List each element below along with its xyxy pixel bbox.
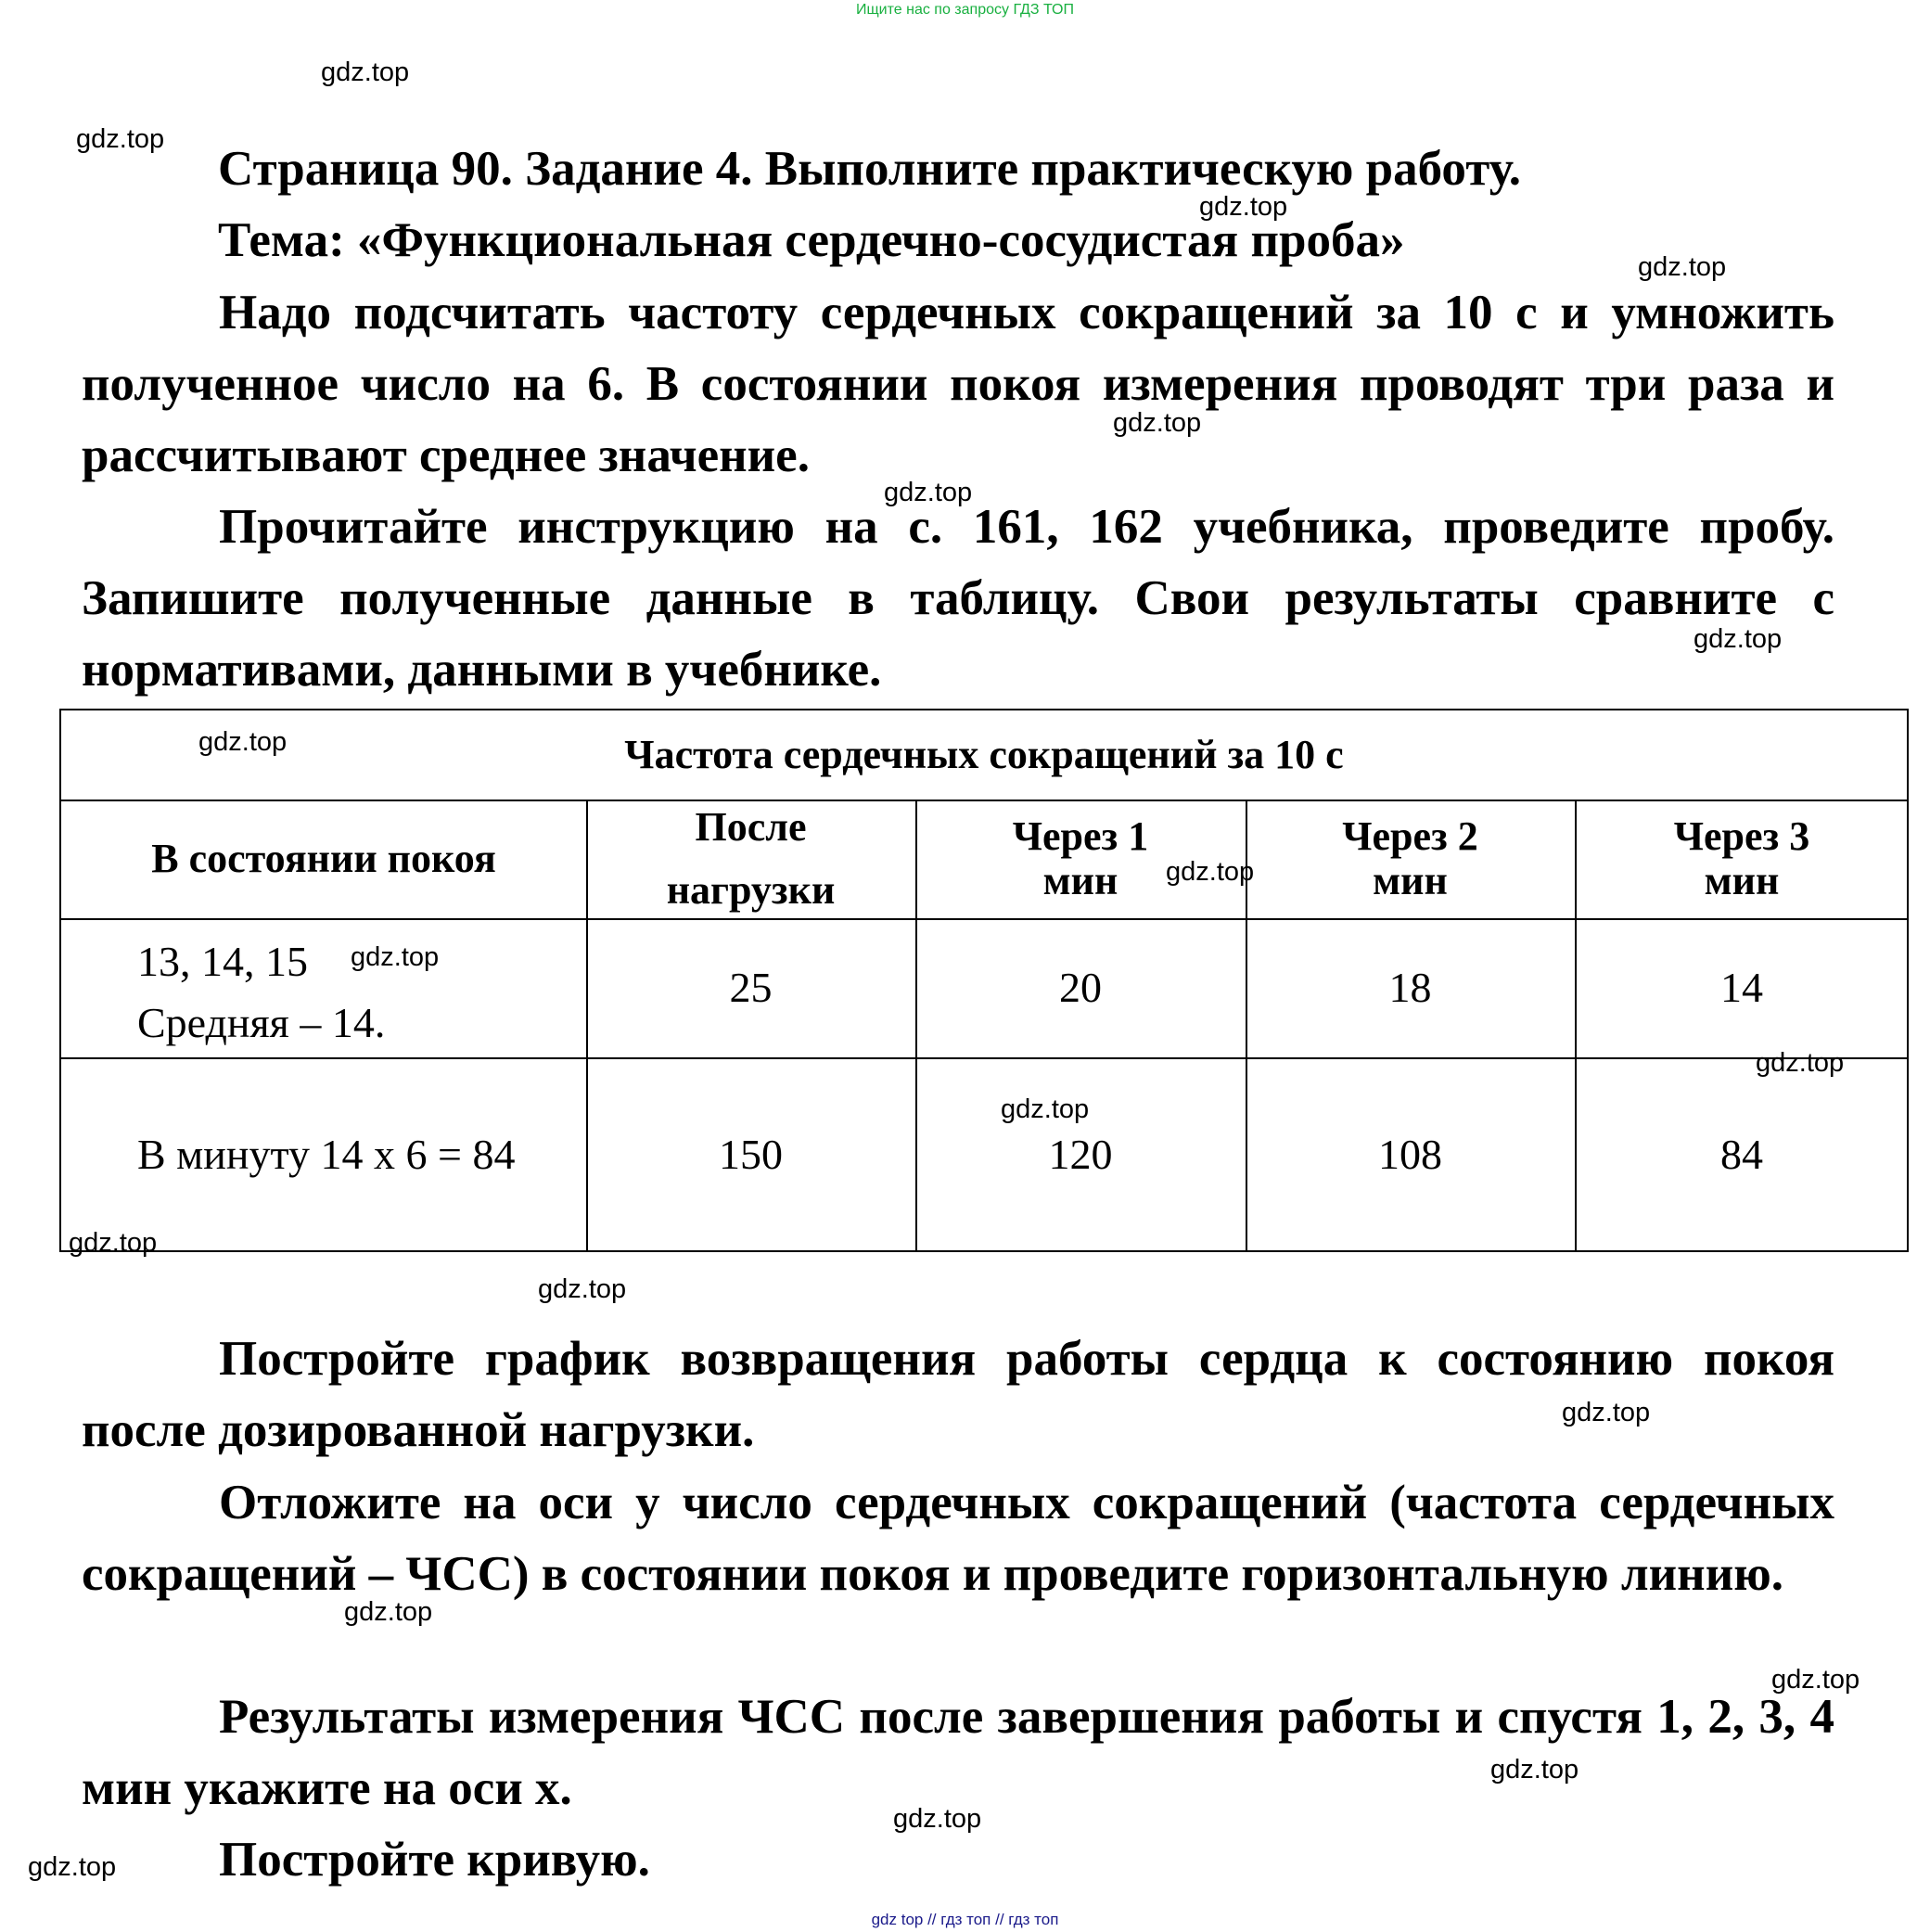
- row1-2-min: 18: [1388, 964, 1432, 1011]
- paragraph-6: Постройте кривую.: [219, 1833, 650, 1887]
- watermark: gdz.top: [884, 478, 973, 507]
- watermark: gdz.top: [1001, 1094, 1090, 1124]
- watermark: gdz.top: [1638, 252, 1727, 282]
- watermark: gdz.top: [69, 1228, 158, 1258]
- watermark: gdz.top: [76, 124, 165, 154]
- watermark: gdz.top: [1113, 408, 1202, 438]
- watermark: gdz.top: [344, 1597, 433, 1627]
- row2-2-min: 108: [1378, 1131, 1442, 1178]
- watermark: gdz.top: [538, 1274, 627, 1304]
- bottom-banner[interactable]: gdz top // гдз топ // гдз топ: [871, 1911, 1059, 1928]
- row2-after-load: 150: [719, 1131, 783, 1178]
- row1-rest: 13, 14, 15 Средняя – 14.: [137, 938, 386, 1046]
- watermark: gdz.top: [28, 1852, 117, 1882]
- paragraph-4: Отложите на оси у число сердечных сокращений (частота сердечных сокращений – ЧСС) в состоянии покоя и проведите горизонтальную линию.: [82, 1476, 1834, 1601]
- row2-1-min: 120: [1048, 1131, 1113, 1178]
- watermark: gdz.top: [1756, 1048, 1845, 1078]
- row2-3-min: 84: [1720, 1131, 1763, 1178]
- header-1-min: Через 1 мин: [1012, 813, 1149, 903]
- watermark: gdz.top: [1562, 1398, 1651, 1427]
- paragraph-1: Надо подсчитать частоту сердечных сокращений за 10 с и умножить полученное число на 6. В состоянии покоя измерения проводят три раза и рассчитывают среднее значение.: [82, 286, 1834, 482]
- page-title: Страница 90. Задание 4. Выполните практическую работу.: [218, 142, 1522, 196]
- watermark: gdz.top: [893, 1804, 982, 1834]
- header-rest: В состоянии покоя: [151, 836, 496, 881]
- header-after-load: После нагрузки: [666, 804, 836, 913]
- row1-1-min: 20: [1059, 964, 1102, 1011]
- watermark: gdz.top: [198, 727, 288, 757]
- watermark: gdz.top: [351, 942, 440, 972]
- paragraph-5: Результаты измерения ЧСС после завершения работы и спустя 1, 2, 3, 4 мин укажите на оси х.: [82, 1690, 1834, 1815]
- table-title: Частота сердечных сокращений за 10 с: [624, 732, 1344, 777]
- watermark: gdz.top: [1771, 1665, 1860, 1695]
- topic-title: Тема: «Функциональная сердечно-сосудистая проба»: [218, 213, 1405, 267]
- watermark: gdz.top: [1490, 1755, 1579, 1785]
- row1-3-min: 14: [1720, 964, 1763, 1011]
- heart-rate-table: [59, 709, 1909, 1252]
- watermark: gdz.top: [1199, 192, 1288, 222]
- paragraph-3: Постройте график возвращения работы сердца к состоянию покоя после дозированной нагрузки.: [82, 1332, 1834, 1457]
- watermark: gdz.top: [321, 58, 410, 87]
- header-3-min: Через 3 мин: [1673, 813, 1810, 903]
- paragraph-2: Прочитайте инструкцию на с. 161, 162 учебника, проведите пробу. Запишите полученные данные в таблицу. Свои результаты сравните с нормативами, данными в учебнике.: [82, 500, 1834, 697]
- watermark: gdz.top: [1166, 857, 1255, 887]
- row1-after-load: 25: [729, 964, 773, 1011]
- header-2-min: Через 2 мин: [1342, 813, 1478, 903]
- top-banner[interactable]: Ищите нас по запросу ГДЗ ТОП: [856, 2, 1074, 18]
- watermark: gdz.top: [1694, 624, 1783, 654]
- row2-rest: В минуту 14 х 6 = 84: [137, 1131, 516, 1178]
